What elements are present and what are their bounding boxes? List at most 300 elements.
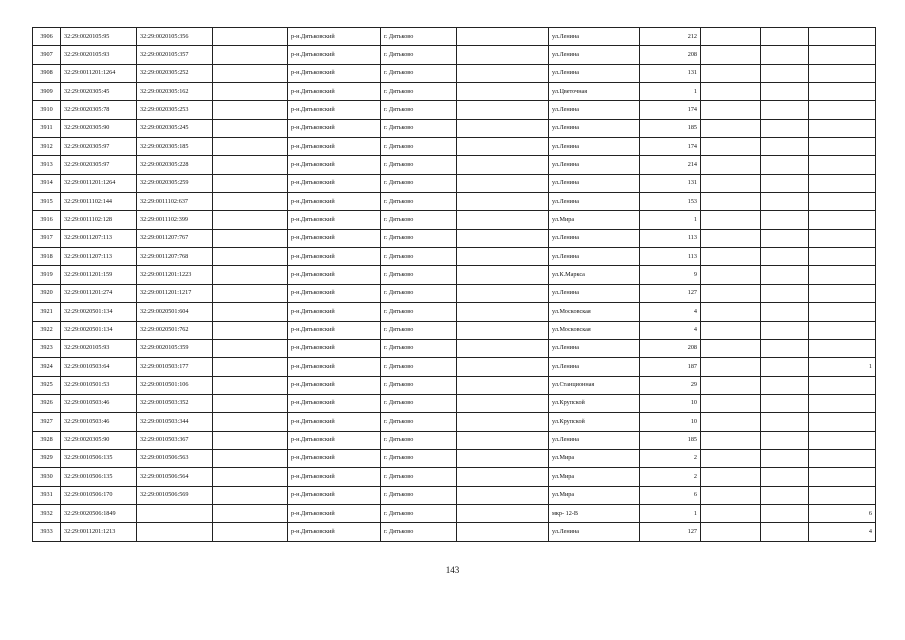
cell-house-number: 6: [640, 486, 701, 504]
cell-district: р-н.Дятьковский: [288, 504, 381, 522]
cell-street: ул.Мира: [549, 486, 640, 504]
cell-empty-column: [761, 431, 809, 449]
cell-empty-column: [701, 138, 761, 156]
cell-empty-column: [213, 321, 288, 339]
cell-street: ул.Ленина: [549, 339, 640, 357]
cell-empty-column: [213, 504, 288, 522]
cell-district: р-н.Дятьковский: [288, 174, 381, 192]
cell-cadastral-parcel-number: 32:29:0020501:134: [61, 321, 137, 339]
cell-cadastral-building-number: 32:29:0020105:359: [137, 339, 213, 357]
cell-empty-column: [701, 486, 761, 504]
cell-empty-column: [457, 413, 549, 431]
cell-street: ул.К.Маркса: [549, 266, 640, 284]
cell-empty-column: [701, 376, 761, 394]
cell-cadastral-building-number: 32:29:0020501:604: [137, 303, 213, 321]
cell-empty-column: [213, 193, 288, 211]
cell-cadastral-building-number: 32:29:0020501:762: [137, 321, 213, 339]
cell-empty-column: [213, 28, 288, 46]
cell-empty-column: [213, 83, 288, 101]
cell-cadastral-parcel-number: 32:29:0020105:95: [61, 28, 137, 46]
cell-empty-column: [457, 229, 549, 247]
cell-empty-column: [701, 358, 761, 376]
cell-empty-column: [213, 248, 288, 266]
cell-last-column: [809, 321, 876, 339]
cell-empty-column: [213, 211, 288, 229]
cell-empty-column: [213, 468, 288, 486]
cell-empty-column: [457, 449, 549, 467]
cell-house-number: 9: [640, 266, 701, 284]
cell-empty-column: [457, 156, 549, 174]
cell-cadastral-parcel-number: 32:29:0011201:1264: [61, 174, 137, 192]
cell-last-column: [809, 119, 876, 137]
cell-empty-column: [213, 394, 288, 412]
cell-empty-column: [213, 229, 288, 247]
cell-cadastral-parcel-number: 32:29:0011201:1264: [61, 64, 137, 82]
cell-last-column: [809, 211, 876, 229]
cell-last-column: [809, 64, 876, 82]
cell-empty-column: [761, 394, 809, 412]
cell-empty-column: [701, 46, 761, 64]
cell-house-number: 4: [640, 321, 701, 339]
table-body: [33, 28, 876, 542]
table-row: [33, 266, 876, 284]
cell-street: ул.Ленина: [549, 46, 640, 64]
cell-last-column: 4: [809, 523, 876, 541]
cell-cadastral-parcel-number: 32:29:0011102:128: [61, 211, 137, 229]
cell-district: р-н.Дятьковский: [288, 193, 381, 211]
cell-house-number: 131: [640, 174, 701, 192]
cell-empty-column: [761, 28, 809, 46]
table-row: [33, 229, 876, 247]
cell-district: р-н.Дятьковский: [288, 303, 381, 321]
cell-cadastral-building-number: 32:29:0020305:245: [137, 119, 213, 137]
cell-cadastral-building-number: 32:29:0010503:344: [137, 413, 213, 431]
cell-empty-column: [213, 266, 288, 284]
cell-empty-column: [761, 174, 809, 192]
table-row: [33, 174, 876, 192]
cell-district: р-н.Дятьковский: [288, 376, 381, 394]
cell-street: ул.Ленина: [549, 284, 640, 302]
cell-city: г. Дятьково: [381, 83, 457, 101]
cell-empty-column: [761, 376, 809, 394]
table-row: [33, 64, 876, 82]
cell-house-number: 113: [640, 248, 701, 266]
cell-city: г. Дятьково: [381, 193, 457, 211]
cell-cadastral-building-number: 32:29:0010501:106: [137, 376, 213, 394]
cell-house-number: 4: [640, 303, 701, 321]
table-row: [33, 303, 876, 321]
cell-row-index: 3906: [33, 28, 61, 46]
cell-empty-column: [457, 504, 549, 522]
cell-empty-column: [457, 46, 549, 64]
cell-empty-column: [457, 284, 549, 302]
cell-house-number: 127: [640, 523, 701, 541]
cell-empty-column: [213, 284, 288, 302]
cell-street: ул.Ленина: [549, 229, 640, 247]
cell-empty-column: [213, 339, 288, 357]
table-row: [33, 28, 876, 46]
cell-last-column: 1: [809, 358, 876, 376]
cell-row-index: 3926: [33, 394, 61, 412]
cell-empty-column: [701, 119, 761, 137]
cell-cadastral-parcel-number: 32:29:0020305:90: [61, 119, 137, 137]
table-row: [33, 358, 876, 376]
cell-house-number: 174: [640, 138, 701, 156]
cell-empty-column: [761, 64, 809, 82]
cell-street: мкр- 12-В: [549, 504, 640, 522]
cell-empty-column: [701, 284, 761, 302]
page-number: 143: [445, 565, 460, 575]
cell-city: г. Дятьково: [381, 284, 457, 302]
cell-city: г. Дятьково: [381, 119, 457, 137]
cell-row-index: 3913: [33, 156, 61, 174]
table-row: [33, 449, 876, 467]
cell-district: р-н.Дятьковский: [288, 413, 381, 431]
cell-empty-column: [701, 174, 761, 192]
cell-street: ул.Крупской: [549, 394, 640, 412]
cell-empty-column: [457, 523, 549, 541]
table-row: [33, 193, 876, 211]
cell-house-number: 1: [640, 83, 701, 101]
cell-street: ул.Цветочная: [549, 83, 640, 101]
cell-house-number: 29: [640, 376, 701, 394]
cell-street: ул.Ленина: [549, 431, 640, 449]
cell-last-column: [809, 394, 876, 412]
cell-empty-column: [457, 28, 549, 46]
cell-empty-column: [701, 248, 761, 266]
cell-row-index: 3917: [33, 229, 61, 247]
cell-row-index: 3908: [33, 64, 61, 82]
cell-house-number: 212: [640, 28, 701, 46]
cell-district: р-н.Дятьковский: [288, 64, 381, 82]
table-row: [33, 523, 876, 541]
cell-empty-column: [213, 64, 288, 82]
cell-last-column: [809, 486, 876, 504]
cell-cadastral-parcel-number: 32:29:0011201:159: [61, 266, 137, 284]
cell-cadastral-parcel-number: 32:29:0010501:53: [61, 376, 137, 394]
cell-empty-column: [213, 119, 288, 137]
cell-cadastral-building-number: 32:29:0010506:564: [137, 468, 213, 486]
cell-cadastral-building-number: 32:29:0020105:356: [137, 28, 213, 46]
cell-cadastral-building-number: 32:29:0011102:637: [137, 193, 213, 211]
cell-district: р-н.Дятьковский: [288, 28, 381, 46]
cell-empty-column: [213, 376, 288, 394]
table-row: [33, 486, 876, 504]
cell-empty-column: [761, 119, 809, 137]
cell-last-column: [809, 229, 876, 247]
cell-row-index: 3909: [33, 83, 61, 101]
cell-district: р-н.Дятьковский: [288, 211, 381, 229]
cell-row-index: 3929: [33, 449, 61, 467]
cell-city: г. Дятьково: [381, 339, 457, 357]
cell-empty-column: [701, 504, 761, 522]
cell-empty-column: [701, 229, 761, 247]
cell-street: ул.Ленина: [549, 193, 640, 211]
cell-city: г. Дятьково: [381, 266, 457, 284]
cell-empty-column: [701, 468, 761, 486]
cell-city: г. Дятьково: [381, 321, 457, 339]
cell-city: г. Дятьково: [381, 486, 457, 504]
cell-row-index: 3928: [33, 431, 61, 449]
cell-district: р-н.Дятьковский: [288, 431, 381, 449]
cell-empty-column: [761, 156, 809, 174]
cell-empty-column: [761, 46, 809, 64]
cell-cadastral-parcel-number: 32:29:0010506:170: [61, 486, 137, 504]
cell-empty-column: [213, 358, 288, 376]
cell-city: г. Дятьково: [381, 101, 457, 119]
cell-cadastral-parcel-number: 32:29:0010506:135: [61, 449, 137, 467]
cell-empty-column: [701, 523, 761, 541]
cell-empty-column: [457, 174, 549, 192]
registry-table-sheet: [32, 27, 876, 542]
cell-row-index: 3930: [33, 468, 61, 486]
cell-cadastral-building-number: 32:29:0010503:352: [137, 394, 213, 412]
cell-row-index: 3925: [33, 376, 61, 394]
cell-empty-column: [457, 303, 549, 321]
cell-house-number: 113: [640, 229, 701, 247]
cell-cadastral-parcel-number: 32:29:0020501:134: [61, 303, 137, 321]
cell-empty-column: [761, 211, 809, 229]
cell-empty-column: [457, 376, 549, 394]
cell-empty-column: [761, 339, 809, 357]
table-row: [33, 413, 876, 431]
cell-cadastral-building-number: 32:29:0020305:259: [137, 174, 213, 192]
cell-last-column: 6: [809, 504, 876, 522]
table-row: [33, 248, 876, 266]
cell-empty-column: [761, 468, 809, 486]
cell-house-number: 174: [640, 101, 701, 119]
cell-street: ул.Станционная: [549, 376, 640, 394]
cell-district: р-н.Дятьковский: [288, 101, 381, 119]
cell-empty-column: [761, 523, 809, 541]
cell-empty-column: [213, 101, 288, 119]
cell-cadastral-building-number: 32:29:0010506:563: [137, 449, 213, 467]
cell-cadastral-parcel-number: 32:29:0020305:45: [61, 83, 137, 101]
cell-empty-column: [457, 248, 549, 266]
cell-empty-column: [761, 266, 809, 284]
cell-house-number: 185: [640, 431, 701, 449]
cell-empty-column: [701, 83, 761, 101]
cell-last-column: [809, 303, 876, 321]
cell-empty-column: [457, 138, 549, 156]
table-row: [33, 138, 876, 156]
cell-city: г. Дятьково: [381, 248, 457, 266]
cell-empty-column: [701, 339, 761, 357]
cell-last-column: [809, 28, 876, 46]
cell-empty-column: [457, 119, 549, 137]
cell-empty-column: [457, 358, 549, 376]
cell-last-column: [809, 138, 876, 156]
cell-cadastral-parcel-number: 32:29:0010506:135: [61, 468, 137, 486]
cell-district: р-н.Дятьковский: [288, 248, 381, 266]
cell-empty-column: [213, 303, 288, 321]
cell-row-index: 3922: [33, 321, 61, 339]
cell-empty-column: [213, 46, 288, 64]
table-row: [33, 468, 876, 486]
cell-empty-column: [213, 138, 288, 156]
cell-last-column: [809, 376, 876, 394]
cell-cadastral-building-number: [137, 523, 213, 541]
cell-row-index: 3923: [33, 339, 61, 357]
cell-last-column: [809, 413, 876, 431]
cell-empty-column: [701, 64, 761, 82]
cell-city: г. Дятьково: [381, 394, 457, 412]
cell-cadastral-building-number: 32:29:0011102:399: [137, 211, 213, 229]
cell-city: г. Дятьково: [381, 46, 457, 64]
table-row: [33, 394, 876, 412]
cell-street: ул.Ленина: [549, 119, 640, 137]
cell-empty-column: [457, 193, 549, 211]
cell-empty-column: [701, 413, 761, 431]
cell-city: г. Дятьково: [381, 523, 457, 541]
cell-cadastral-building-number: 32:29:0011207:768: [137, 248, 213, 266]
cell-row-index: 3907: [33, 46, 61, 64]
cell-empty-column: [457, 64, 549, 82]
cell-last-column: [809, 468, 876, 486]
cell-cadastral-building-number: 32:29:0011201:1223: [137, 266, 213, 284]
cell-city: г. Дятьково: [381, 211, 457, 229]
cell-house-number: 2: [640, 449, 701, 467]
registry-table: [32, 27, 876, 542]
cell-city: г. Дятьково: [381, 138, 457, 156]
cell-cadastral-building-number: 32:29:0020305:252: [137, 64, 213, 82]
cell-cadastral-parcel-number: 32:29:0020305:90: [61, 431, 137, 449]
table-row: [33, 83, 876, 101]
cell-empty-column: [701, 303, 761, 321]
cell-row-index: 3932: [33, 504, 61, 522]
cell-empty-column: [457, 266, 549, 284]
cell-row-index: 3920: [33, 284, 61, 302]
table-row: [33, 101, 876, 119]
cell-last-column: [809, 339, 876, 357]
cell-city: г. Дятьково: [381, 413, 457, 431]
cell-cadastral-building-number: 32:29:0020305:228: [137, 156, 213, 174]
cell-district: р-н.Дятьковский: [288, 83, 381, 101]
cell-last-column: [809, 449, 876, 467]
cell-row-index: 3916: [33, 211, 61, 229]
cell-row-index: 3912: [33, 138, 61, 156]
cell-cadastral-building-number: [137, 504, 213, 522]
cell-empty-column: [457, 339, 549, 357]
cell-last-column: [809, 193, 876, 211]
cell-empty-column: [701, 193, 761, 211]
cell-city: г. Дятьково: [381, 358, 457, 376]
cell-row-index: 3918: [33, 248, 61, 266]
cell-last-column: [809, 284, 876, 302]
cell-empty-column: [761, 358, 809, 376]
cell-district: р-н.Дятьковский: [288, 156, 381, 174]
cell-empty-column: [761, 504, 809, 522]
cell-row-index: 3919: [33, 266, 61, 284]
cell-empty-column: [457, 394, 549, 412]
cell-cadastral-parcel-number: 32:29:0011207:113: [61, 248, 137, 266]
cell-empty-column: [457, 431, 549, 449]
cell-cadastral-building-number: 32:29:0020305:253: [137, 101, 213, 119]
cell-city: г. Дятьково: [381, 64, 457, 82]
cell-street: ул.Московская: [549, 303, 640, 321]
cell-empty-column: [761, 486, 809, 504]
cell-empty-column: [213, 486, 288, 504]
cell-district: р-н.Дятьковский: [288, 266, 381, 284]
cell-house-number: 208: [640, 339, 701, 357]
cell-cadastral-parcel-number: 32:29:0011102:144: [61, 193, 137, 211]
cell-row-index: 3931: [33, 486, 61, 504]
cell-district: р-н.Дятьковский: [288, 468, 381, 486]
cell-house-number: 127: [640, 284, 701, 302]
cell-empty-column: [457, 468, 549, 486]
cell-empty-column: [701, 211, 761, 229]
cell-city: г. Дятьково: [381, 376, 457, 394]
cell-row-index: 3910: [33, 101, 61, 119]
cell-district: р-н.Дятьковский: [288, 394, 381, 412]
cell-district: р-н.Дятьковский: [288, 523, 381, 541]
cell-street: ул.Ленина: [549, 523, 640, 541]
table-row: [33, 431, 876, 449]
cell-house-number: 131: [640, 64, 701, 82]
cell-last-column: [809, 431, 876, 449]
cell-house-number: 1: [640, 504, 701, 522]
cell-empty-column: [761, 284, 809, 302]
cell-house-number: 1: [640, 211, 701, 229]
cell-cadastral-parcel-number: 32:29:0011201:1213: [61, 523, 137, 541]
cell-empty-column: [701, 321, 761, 339]
cell-empty-column: [701, 266, 761, 284]
cell-street: ул.Ленина: [549, 64, 640, 82]
cell-cadastral-building-number: 32:29:0010503:177: [137, 358, 213, 376]
cell-empty-column: [701, 101, 761, 119]
cell-empty-column: [761, 138, 809, 156]
cell-last-column: [809, 174, 876, 192]
cell-district: р-н.Дятьковский: [288, 284, 381, 302]
cell-empty-column: [213, 449, 288, 467]
cell-street: ул.Крупской: [549, 413, 640, 431]
cell-empty-column: [457, 321, 549, 339]
cell-empty-column: [457, 486, 549, 504]
cell-street: ул.Мира: [549, 468, 640, 486]
table-row: [33, 156, 876, 174]
cell-district: р-н.Дятьковский: [288, 486, 381, 504]
cell-row-index: 3924: [33, 358, 61, 376]
cell-house-number: 187: [640, 358, 701, 376]
cell-district: р-н.Дятьковский: [288, 321, 381, 339]
cell-cadastral-parcel-number: 32:29:0011201:274: [61, 284, 137, 302]
cell-district: р-н.Дятьковский: [288, 46, 381, 64]
cell-house-number: 214: [640, 156, 701, 174]
cell-house-number: 2: [640, 468, 701, 486]
cell-last-column: [809, 83, 876, 101]
cell-house-number: 185: [640, 119, 701, 137]
cell-last-column: [809, 46, 876, 64]
cell-empty-column: [701, 431, 761, 449]
cell-empty-column: [761, 248, 809, 266]
cell-empty-column: [761, 229, 809, 247]
cell-street: ул.Московская: [549, 321, 640, 339]
cell-cadastral-parcel-number: 32:29:0010503:46: [61, 413, 137, 431]
cell-city: г. Дятьково: [381, 449, 457, 467]
cell-empty-column: [457, 211, 549, 229]
cell-empty-column: [761, 321, 809, 339]
cell-cadastral-building-number: 32:29:0010506:569: [137, 486, 213, 504]
cell-row-index: 3927: [33, 413, 61, 431]
cell-empty-column: [761, 101, 809, 119]
cell-district: р-н.Дятьковский: [288, 339, 381, 357]
cell-empty-column: [457, 101, 549, 119]
cell-district: р-н.Дятьковский: [288, 358, 381, 376]
cell-cadastral-parcel-number: 32:29:0020305:97: [61, 156, 137, 174]
cell-cadastral-parcel-number: 32:29:0020305:97: [61, 138, 137, 156]
cell-street: ул.Ленина: [549, 156, 640, 174]
cell-street: ул.Ленина: [549, 28, 640, 46]
